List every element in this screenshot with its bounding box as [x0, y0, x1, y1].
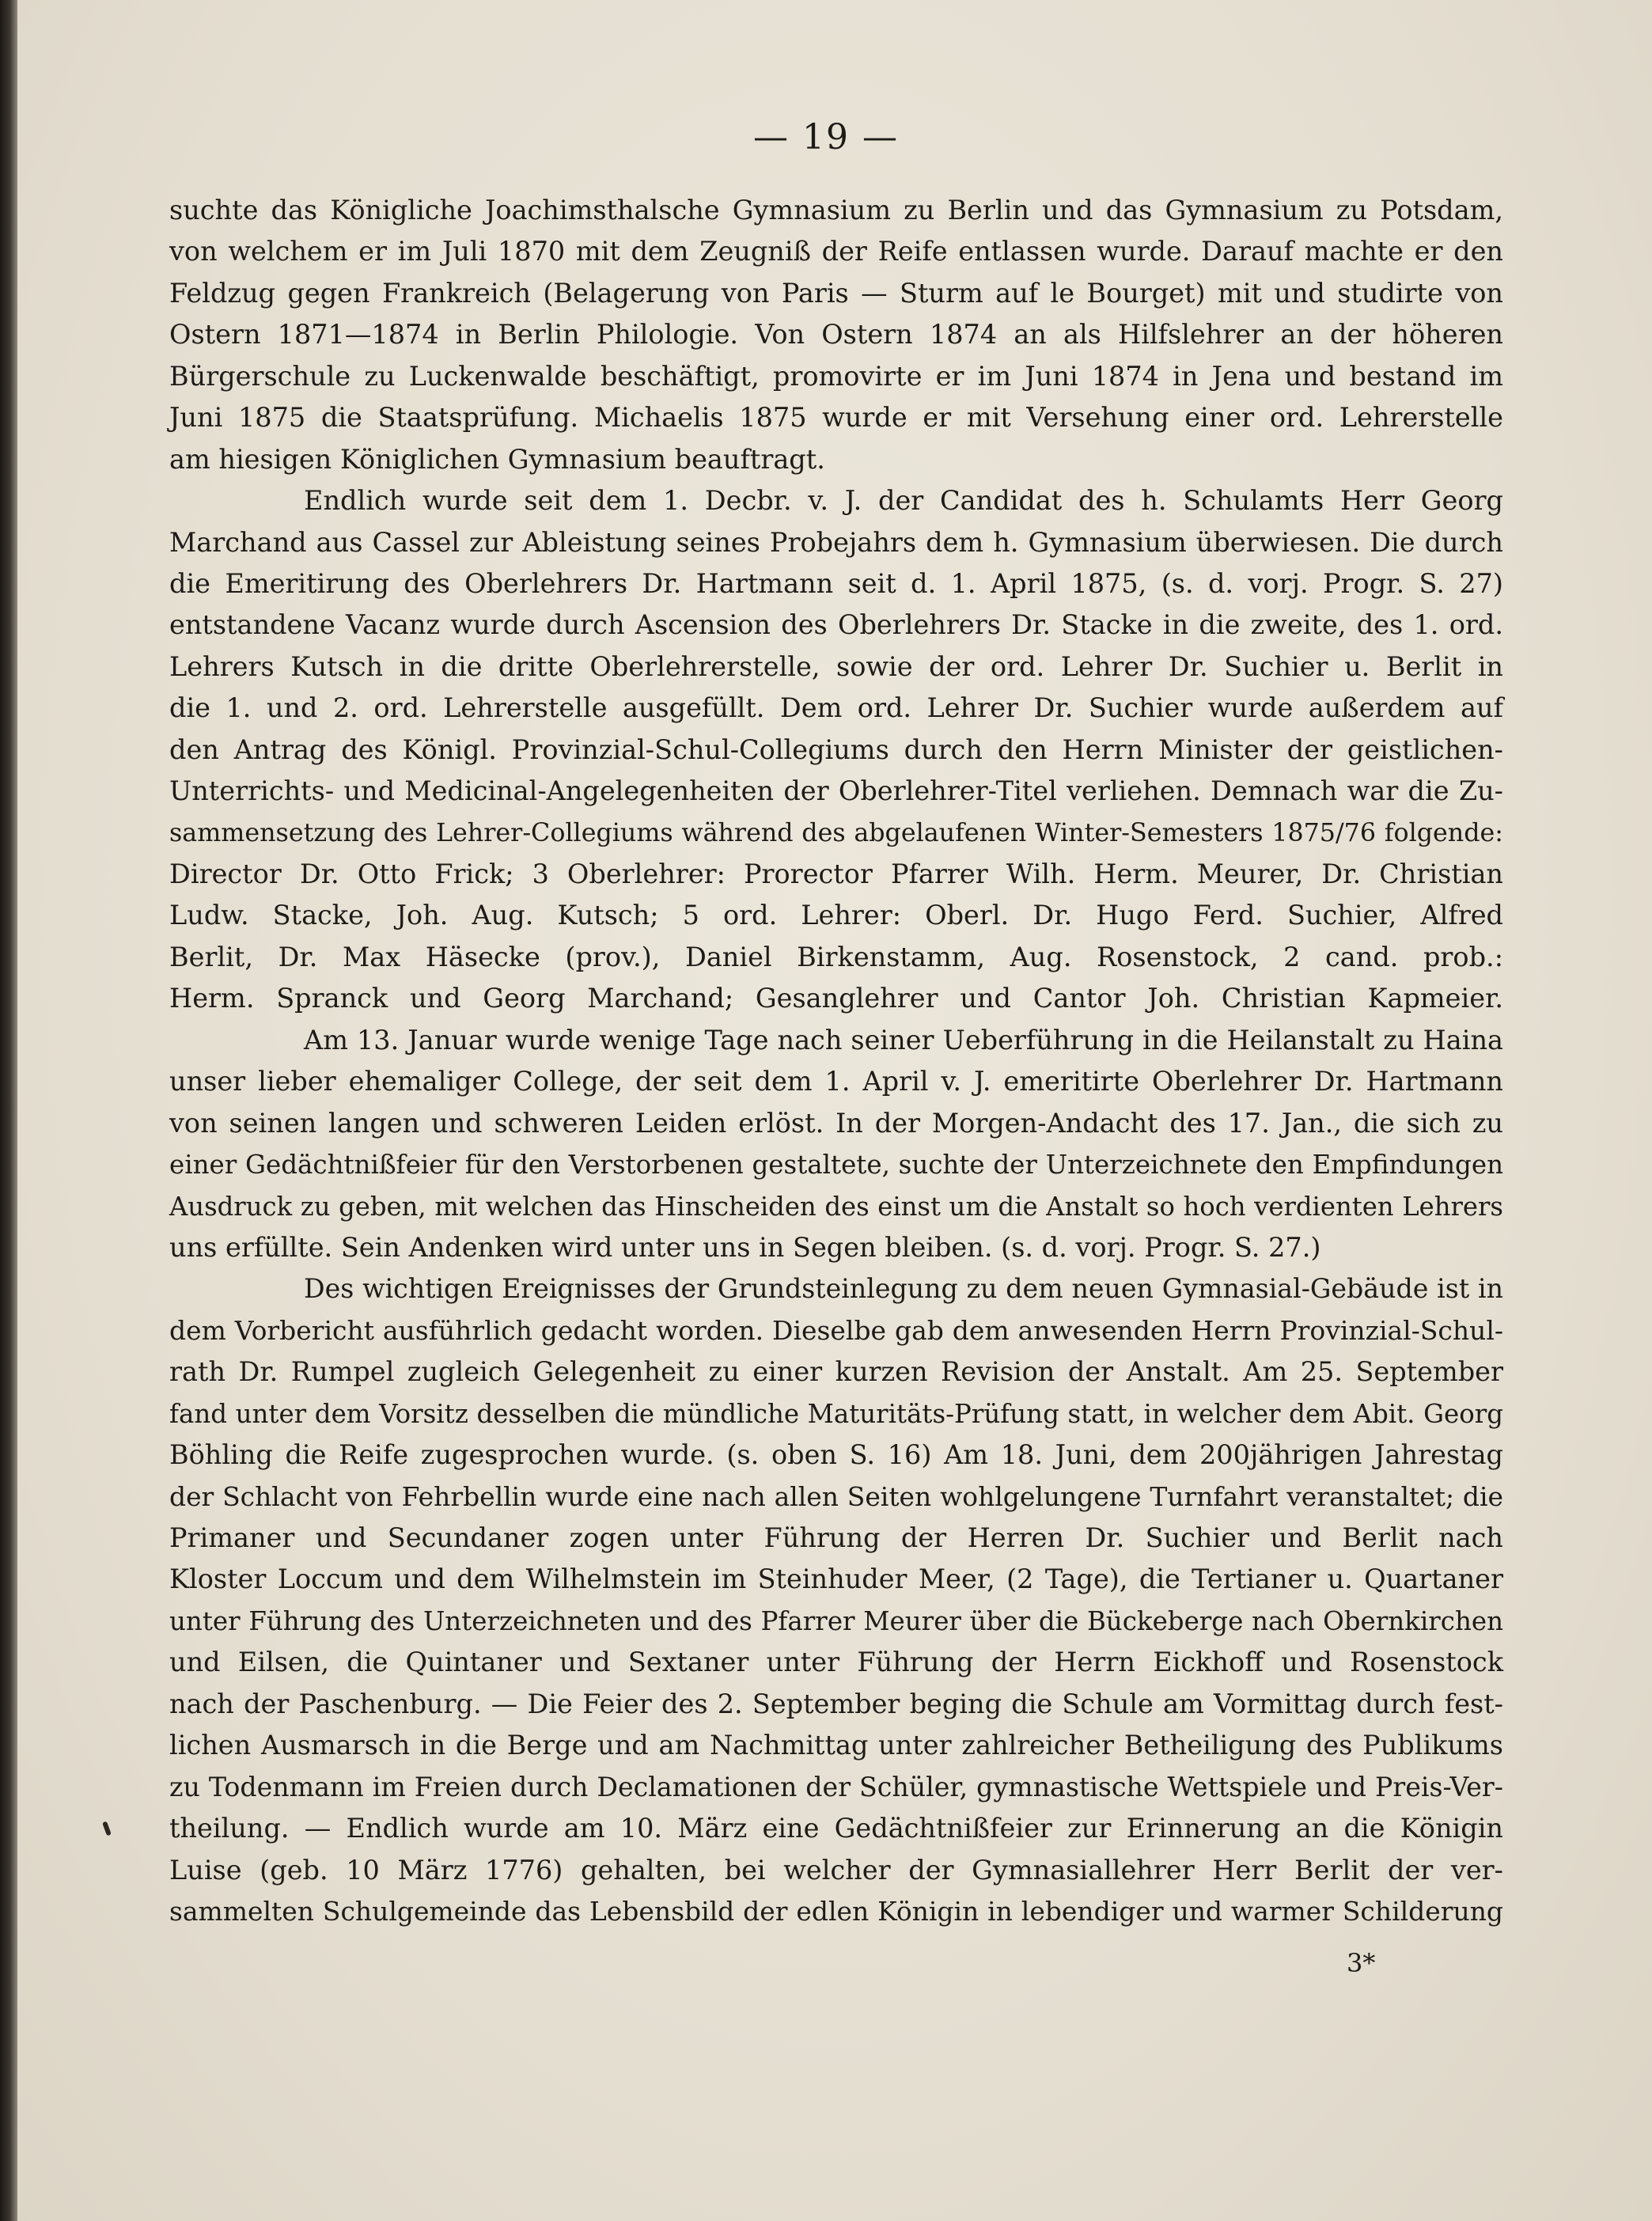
text-line: Ausdruck zu geben, mit welchen das Hinscheiden des einst um die Anstalt so hoch verdienten Lehrers: [169, 1191, 1503, 1222]
text-line: nach der Paschenburg. — Die Feier des 2. September beging die Schule am Vormittag durch fest-: [169, 1688, 1503, 1719]
text-line: Ostern 1871—1874 in Berlin Philologie. Von Ostern 1874 an als Hilfslehrer an der höheren: [169, 319, 1503, 351]
text-line: Kloster Loccum und dem Wilhelmstein im Steinhuder Meer, (2 Tage), die Tertianer u. Quartaner: [169, 1563, 1503, 1595]
text-line: Juni 1875 die Staatsprüfung. Michaelis 1875 wurde er mit Versehung einer ord. Lehrerstelle: [169, 402, 1503, 434]
text-line: fand unter dem Vorsitz desselben die mündliche Maturitäts-Prüfung statt, in welcher dem Abit. Georg: [169, 1398, 1503, 1429]
text-line: zu Todenmann im Freien durch Declamationen der Schüler, gymnastische Wettspiele und Preis-Ver-: [169, 1771, 1503, 1802]
text-line: Feldzug gegen Frankreich (Belagerung von Paris — Sturm auf le Bourget) mit und studirte von: [169, 277, 1503, 309]
text-line: unter Führung des Unterzeichneten und des Pfarrer Meurer über die Bückeberge nach Obernkirchen: [169, 1605, 1503, 1636]
text-line: am hiesigen Königlichen Gymnasium beauftragt.: [169, 443, 825, 475]
text-line: Endlich wurde seit dem 1. Decbr. v. J. der Candidat des h. Schulamts Herr Georg: [304, 485, 1503, 517]
ink-speck: [102, 1821, 112, 1836]
scan-left-edge: [0, 0, 17, 2221]
text-line: Marchand aus Cassel zur Ableistung seines Probejahrs dem h. Gymnasium überwiesen. Die durch: [169, 526, 1503, 558]
text-line: rath Dr. Rumpel zugleich Gelegenheit zu einer kurzen Revision der Anstalt. Am 25. September: [169, 1356, 1503, 1388]
text-line: Bürgerschule zu Luckenwalde beschäftigt, promovirte er im Juni 1874 in Jena und bestand im: [169, 360, 1503, 392]
body-text: [169, 190, 1503, 1932]
text-line: Herm. Spranck und Georg Marchand; Gesanglehrer und Cantor Joh. Christian Kapmeier.: [169, 983, 1503, 1014]
text-line: Am 13. Januar wurde wenige Tage nach seiner Ueberführung in die Heilanstalt zu Haina: [304, 1024, 1503, 1056]
text-line: suchte das Königliche Joachimsthalsche Gymnasium zu Berlin und das Gymnasium zu Potsdam,: [169, 195, 1503, 226]
text-line: Berlit, Dr. Max Häsecke (prov.), Daniel Birkenstamm, Aug. Rosenstock, 2 cand. prob.:: [169, 941, 1503, 972]
text-line: den Antrag des Königl. Provinzial-Schul-Collegiums durch den Herrn Minister der geistlichen-: [169, 733, 1503, 765]
text-line: dem Vorbericht ausführlich gedacht worden. Dieselbe gab dem anwesenden Herrn Provinzial-Schul-: [169, 1314, 1503, 1346]
text-line: Luise (geb. 10 März 1776) gehalten, bei welcher der Gymnasiallehrer Herr Berlit der ver-: [169, 1854, 1503, 1886]
text-line: Ludw. Stacke, Joh. Aug. Kutsch; 5 ord. Lehrer: Oberl. Dr. Hugo Ferd. Suchier, Alfred: [169, 900, 1503, 931]
text-line: entstandene Vacanz wurde durch Ascension des Oberlehrers Dr. Stacke in die zweite, des 1. ord.: [169, 609, 1503, 641]
text-line: von seinen langen und schweren Leiden erlöst. In der Morgen-Andacht des 17. Jan., die sich zu: [169, 1107, 1503, 1139]
text-line: uns erfüllte. Sein Andenken wird unter uns in Segen bleiben. (s. d. vorj. Progr. S. 27.): [169, 1231, 1321, 1263]
text-line: die 1. und 2. ord. Lehrerstelle ausgefüllt. Dem ord. Lehrer Dr. Suchier wurde außerdem auf: [169, 692, 1503, 724]
text-line: unser lieber ehemaliger College, der seit dem 1. April v. J. emeritirte Oberlehrer Dr. Hartmann: [169, 1066, 1503, 1097]
page-number: — 19 —: [753, 117, 899, 157]
text-line: und Eilsen, die Quintaner und Sextaner unter Führung der Herrn Eickhoff und Rosenstock: [169, 1647, 1503, 1678]
signature-mark: 3*: [1347, 1948, 1376, 1978]
text-line: theilung. — Endlich wurde am 10. März eine Gedächtnißfeier zur Erinnerung an die Königin: [169, 1813, 1503, 1844]
text-line: Des wichtigen Ereignisses der Grundsteinlegung zu dem neuen Gymnasial-Gebäude ist in: [304, 1273, 1503, 1305]
text-line: Lehrers Kutsch in die dritte Oberlehrerstelle, sowie der ord. Lehrer Dr. Suchier u. Berlit in: [169, 650, 1503, 682]
text-line: lichen Ausmarsch in die Berge und am Nachmittag unter zahlreicher Betheiligung des Publikums: [169, 1730, 1503, 1761]
text-line: sammensetzung des Lehrer-Collegiums während des abgelaufenen Winter-Semesters 1875/76 folgende:: [169, 818, 1503, 847]
text-line: der Schlacht von Fehrbellin wurde eine nach allen Seiten wohlgelungene Turnfahrt veranstaltet; die: [169, 1480, 1503, 1512]
text-line: die Emeritirung des Oberlehrers Dr. Hartmann seit d. 1. April 1875, (s. d. vorj. Progr. S. 27): [169, 567, 1503, 599]
text-line: Unterrichts- und Medicinal-Angelegenheiten der Oberlehrer-Titel verliehen. Demnach war die Zu-: [169, 775, 1503, 807]
text-line: einer Gedächtnißfeier für den Verstorbenen gestaltete, suchte der Unterzeichnete den Empfindungen: [169, 1150, 1503, 1181]
text-line: Böhling die Reife zugesprochen wurde. (s. oben S. 16) Am 18. Juni, dem 200jährigen Jahrestag: [169, 1439, 1503, 1471]
text-line: sammelten Schulgemeinde das Lebensbild der edlen Königin in lebendiger und warmer Schilderung: [169, 1895, 1503, 1927]
text-line: von welchem er im Juli 1870 mit dem Zeugniß der Reife entlassen wurde. Darauf machte er den: [169, 236, 1503, 267]
text-line: Primaner und Secundaner zogen unter Führung der Herren Dr. Suchier und Berlit nach: [169, 1522, 1503, 1553]
text-line: Director Dr. Otto Frick; 3 Oberlehrer: Prorector Pfarrer Wilh. Herm. Meurer, Dr. Christian: [169, 858, 1503, 889]
